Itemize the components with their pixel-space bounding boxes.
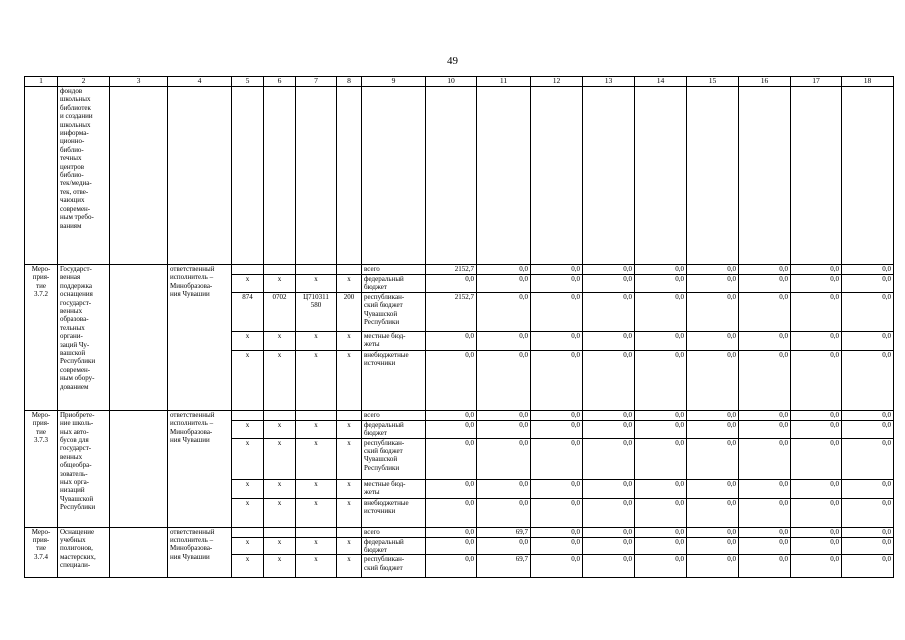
amount-cell: 69,7 xyxy=(477,527,531,537)
funding-source: всего xyxy=(362,265,426,275)
amount-cell: 0,0 xyxy=(739,498,791,527)
amount-cell: 0,0 xyxy=(842,420,894,438)
amount-cell: 0,0 xyxy=(531,350,583,410)
amount-cell: 0,0 xyxy=(739,331,791,350)
amount-cell: 0,0 xyxy=(791,537,842,555)
budget-code-cell: х xyxy=(337,479,362,498)
funding-source: федеральный бюджет xyxy=(362,275,426,293)
amount-cell: 0,0 xyxy=(687,498,739,527)
amount-cell: 0,0 xyxy=(583,410,635,420)
amount-cell: 0,0 xyxy=(426,527,477,537)
budget-code-cell xyxy=(296,527,337,537)
amount-cell: 0,0 xyxy=(739,438,791,479)
amount-cell: 0,0 xyxy=(842,292,894,331)
funding-source: республикан- ский бюджет Чувашской Республики xyxy=(362,292,426,331)
continuation-row xyxy=(25,87,894,265)
amount-cell: 0,0 xyxy=(842,479,894,498)
column-number-header: 16 xyxy=(739,77,791,87)
amount-cell: 0,0 xyxy=(477,265,531,275)
amount-cell: 0,0 xyxy=(583,527,635,537)
page-number: 49 xyxy=(447,55,458,67)
amount-cell: 0,0 xyxy=(477,292,531,331)
amount-cell: 0,0 xyxy=(791,527,842,537)
amount-cell: 0,0 xyxy=(842,275,894,293)
amount-cell: 0,0 xyxy=(739,350,791,410)
amount-cell: 0,0 xyxy=(531,265,583,275)
budget-code-cell: х xyxy=(232,555,264,578)
amount-cell: 0,0 xyxy=(426,350,477,410)
event-label: Меро- прия- тие 3.7.2 xyxy=(25,265,58,411)
event-name-continued: фондов школьных библиотек и создании школьных информа- ционно- библио- течных центров библио- тек/медиа- тек, отве- чающих современ- ным требо- ваниям xyxy=(58,87,110,265)
amount-cell: 0,0 xyxy=(635,331,687,350)
amount-cell: 0,0 xyxy=(477,438,531,479)
budget-code-cell: х xyxy=(296,498,337,527)
amount-cell: 0,0 xyxy=(635,420,687,438)
funding-source: федеральный бюджет xyxy=(362,420,426,438)
amount-cell: 0,0 xyxy=(739,275,791,293)
budget-code-cell: х xyxy=(232,498,264,527)
amount-cell: 0,0 xyxy=(583,555,635,578)
column-number-header: 1 xyxy=(25,77,58,87)
amount-cell: 0,0 xyxy=(583,438,635,479)
event-executor: ответственный исполнитель – Минобразова- ния Чувашии xyxy=(168,410,232,527)
amount-cell: 0,0 xyxy=(791,420,842,438)
cell xyxy=(362,87,426,265)
amount-cell: 0,0 xyxy=(791,275,842,293)
amount-cell: 0,0 xyxy=(687,331,739,350)
amount-cell: 0,0 xyxy=(426,498,477,527)
budget-code-cell: х xyxy=(296,420,337,438)
amount-cell: 0,0 xyxy=(739,265,791,275)
amount-cell: 0,0 xyxy=(583,498,635,527)
budget-code-cell xyxy=(337,265,362,275)
column-number-row xyxy=(25,77,894,87)
amount-cell: 0,0 xyxy=(583,265,635,275)
amount-cell: 0,0 xyxy=(842,350,894,410)
amount-cell: 0,0 xyxy=(739,420,791,438)
column-number-header: 7 xyxy=(296,77,337,87)
amount-cell: 0,0 xyxy=(477,275,531,293)
budget-table xyxy=(24,76,894,578)
amount-cell: 0,0 xyxy=(477,537,531,555)
amount-cell: 0,0 xyxy=(842,331,894,350)
amount-cell: 0,0 xyxy=(531,555,583,578)
amount-cell: 0,0 xyxy=(687,527,739,537)
amount-cell: 0,0 xyxy=(531,292,583,331)
cell xyxy=(25,87,58,265)
amount-cell: 0,0 xyxy=(791,350,842,410)
budget-code-cell xyxy=(264,527,296,537)
amount-cell: 2152,7 xyxy=(426,292,477,331)
funding-source: местные бюд- жеты xyxy=(362,331,426,350)
event-executor: ответственный исполнитель – Минобразова- ния Чувашии xyxy=(168,527,232,578)
budget-code-cell xyxy=(337,527,362,537)
amount-cell: 0,0 xyxy=(531,537,583,555)
amount-cell: 0,0 xyxy=(739,292,791,331)
amount-cell: 0,0 xyxy=(739,527,791,537)
amount-cell: 0,0 xyxy=(687,555,739,578)
budget-code-cell xyxy=(264,265,296,275)
cell xyxy=(791,87,842,265)
amount-cell: 0,0 xyxy=(635,410,687,420)
amount-cell: 0,0 xyxy=(531,438,583,479)
cell xyxy=(110,527,168,578)
amount-cell: 0,0 xyxy=(583,275,635,293)
amount-cell: 0,0 xyxy=(426,275,477,293)
amount-cell: 0,0 xyxy=(791,410,842,420)
budget-code-cell: х xyxy=(337,498,362,527)
budget-code-cell: х xyxy=(232,537,264,555)
event-label: Меро- прия- тие 3.7.4 xyxy=(25,527,58,578)
amount-cell: 0,0 xyxy=(531,410,583,420)
budget-code-cell: х xyxy=(232,479,264,498)
funding-source: местные бюд- жеты xyxy=(362,479,426,498)
budget-code-cell: х xyxy=(337,438,362,479)
cell xyxy=(687,87,739,265)
amount-cell: 2152,7 xyxy=(426,265,477,275)
amount-cell: 0,0 xyxy=(426,420,477,438)
amount-cell: 0,0 xyxy=(477,498,531,527)
cell xyxy=(426,87,477,265)
amount-cell: 0,0 xyxy=(687,275,739,293)
amount-cell: 0,0 xyxy=(531,479,583,498)
budget-code-cell: х xyxy=(264,420,296,438)
budget-code-cell: х xyxy=(337,331,362,350)
amount-cell: 0,0 xyxy=(635,537,687,555)
event-name: Приобрете- ние школь- ных авто- бусов для государст- венных общеобра- зователь- ных орга- низаций Чувашской Республики xyxy=(58,410,110,527)
amount-cell: 0,0 xyxy=(842,537,894,555)
amount-cell: 0,0 xyxy=(635,498,687,527)
amount-cell: 0,0 xyxy=(477,479,531,498)
budget-code-cell: х xyxy=(337,275,362,293)
amount-cell: 0,0 xyxy=(687,438,739,479)
budget-code-cell: 0702 xyxy=(264,292,296,331)
amount-cell: 0,0 xyxy=(531,275,583,293)
amount-cell: 0,0 xyxy=(583,479,635,498)
amount-cell: 0,0 xyxy=(583,350,635,410)
amount-cell: 0,0 xyxy=(583,331,635,350)
column-number-header: 14 xyxy=(635,77,687,87)
funding-source: федеральный бюджет xyxy=(362,537,426,555)
budget-code-cell: х xyxy=(296,537,337,555)
funding-source: республикан- ский бюджет xyxy=(362,555,426,578)
budget-code-cell xyxy=(232,410,264,420)
amount-cell: 0,0 xyxy=(426,555,477,578)
budget-code-cell: х xyxy=(264,555,296,578)
amount-cell: 0,0 xyxy=(426,438,477,479)
funding-source: всего xyxy=(362,527,426,537)
cell xyxy=(583,87,635,265)
budget-code-cell: х xyxy=(264,331,296,350)
budget-code-cell: Ц710311 580 xyxy=(296,292,337,331)
budget-code-cell xyxy=(232,265,264,275)
column-number-header: 10 xyxy=(426,77,477,87)
budget-code-cell: х xyxy=(264,275,296,293)
event-executor: ответственный исполнитель – Минобразова- ния Чувашии xyxy=(168,265,232,411)
amount-cell: 0,0 xyxy=(687,479,739,498)
amount-cell: 69,7 xyxy=(477,555,531,578)
amount-cell: 0,0 xyxy=(791,292,842,331)
column-number-header: 17 xyxy=(791,77,842,87)
amount-cell: 0,0 xyxy=(791,438,842,479)
cell xyxy=(635,87,687,265)
budget-code-cell: х xyxy=(264,479,296,498)
budget-code-cell: х xyxy=(264,537,296,555)
budget-code-cell: х xyxy=(337,350,362,410)
budget-code-cell xyxy=(337,410,362,420)
amount-cell: 0,0 xyxy=(842,555,894,578)
event-name: Оснащение учебных полигонов, мастерских, специали- xyxy=(58,527,110,578)
cell xyxy=(531,87,583,265)
column-number-header: 11 xyxy=(477,77,531,87)
funding-source: внебюджетные источники xyxy=(362,498,426,527)
budget-code-cell xyxy=(264,410,296,420)
column-number-header: 3 xyxy=(110,77,168,87)
budget-code-cell: х xyxy=(296,555,337,578)
amount-cell: 0,0 xyxy=(791,265,842,275)
budget-code-cell xyxy=(296,265,337,275)
budget-code-cell: 874 xyxy=(232,292,264,331)
column-number-header: 18 xyxy=(842,77,894,87)
budget-code-cell: х xyxy=(232,438,264,479)
amount-cell: 0,0 xyxy=(635,479,687,498)
amount-cell: 0,0 xyxy=(842,527,894,537)
budget-code-cell: х xyxy=(337,420,362,438)
amount-cell: 0,0 xyxy=(531,527,583,537)
budget-code-cell xyxy=(232,527,264,537)
table-body xyxy=(25,77,894,578)
cell xyxy=(264,87,296,265)
column-number-header: 9 xyxy=(362,77,426,87)
budget-code-cell: х xyxy=(232,275,264,293)
cell xyxy=(110,265,168,411)
amount-cell: 0,0 xyxy=(739,555,791,578)
budget-code-cell: х xyxy=(296,479,337,498)
amount-cell: 0,0 xyxy=(739,410,791,420)
amount-cell: 0,0 xyxy=(635,275,687,293)
cell xyxy=(739,87,791,265)
amount-cell: 0,0 xyxy=(687,410,739,420)
amount-cell: 0,0 xyxy=(583,420,635,438)
amount-cell: 0,0 xyxy=(635,438,687,479)
cell xyxy=(232,87,264,265)
amount-cell: 0,0 xyxy=(477,420,531,438)
amount-cell: 0,0 xyxy=(791,479,842,498)
table-row xyxy=(25,527,894,537)
amount-cell: 0,0 xyxy=(687,537,739,555)
budget-code-cell: х xyxy=(264,498,296,527)
amount-cell: 0,0 xyxy=(477,331,531,350)
cell xyxy=(477,87,531,265)
cell xyxy=(296,87,337,265)
column-number-header: 15 xyxy=(687,77,739,87)
budget-code-cell: х xyxy=(296,438,337,479)
amount-cell: 0,0 xyxy=(687,292,739,331)
budget-code-cell: х xyxy=(232,350,264,410)
budget-code-cell: х xyxy=(337,537,362,555)
amount-cell: 0,0 xyxy=(426,331,477,350)
budget-code-cell xyxy=(296,410,337,420)
budget-code-cell: х xyxy=(264,438,296,479)
cell xyxy=(337,87,362,265)
amount-cell: 0,0 xyxy=(635,292,687,331)
amount-cell: 0,0 xyxy=(687,265,739,275)
amount-cell: 0,0 xyxy=(687,350,739,410)
amount-cell: 0,0 xyxy=(426,479,477,498)
column-number-header: 13 xyxy=(583,77,635,87)
amount-cell: 0,0 xyxy=(426,537,477,555)
amount-cell: 0,0 xyxy=(477,350,531,410)
amount-cell: 0,0 xyxy=(791,498,842,527)
column-number-header: 4 xyxy=(168,77,232,87)
event-label: Меро- прия- тие 3.7.3 xyxy=(25,410,58,527)
amount-cell: 0,0 xyxy=(791,555,842,578)
amount-cell: 0,0 xyxy=(842,265,894,275)
cell xyxy=(168,87,232,265)
amount-cell: 0,0 xyxy=(635,555,687,578)
cell xyxy=(842,87,894,265)
funding-source: внебюджетные источники xyxy=(362,350,426,410)
column-number-header: 12 xyxy=(531,77,583,87)
amount-cell: 0,0 xyxy=(842,410,894,420)
amount-cell: 0,0 xyxy=(791,331,842,350)
amount-cell: 0,0 xyxy=(842,438,894,479)
amount-cell: 0,0 xyxy=(739,537,791,555)
cell xyxy=(110,410,168,527)
event-name: Государст- венная поддержка оснащения государст- венных образова- тельных органи- заций Чу- вашской Республики современ- ным обору- дованием xyxy=(58,265,110,411)
budget-code-cell: х xyxy=(232,420,264,438)
budget-code-cell: 200 xyxy=(337,292,362,331)
amount-cell: 0,0 xyxy=(842,498,894,527)
amount-cell: 0,0 xyxy=(583,292,635,331)
amount-cell: 0,0 xyxy=(531,498,583,527)
amount-cell: 0,0 xyxy=(635,350,687,410)
table-row xyxy=(25,410,894,420)
budget-code-cell: х xyxy=(296,275,337,293)
budget-code-cell: х xyxy=(264,350,296,410)
amount-cell: 0,0 xyxy=(477,410,531,420)
column-number-header: 8 xyxy=(337,77,362,87)
funding-source: всего xyxy=(362,410,426,420)
budget-code-cell: х xyxy=(232,331,264,350)
amount-cell: 0,0 xyxy=(687,420,739,438)
amount-cell: 0,0 xyxy=(531,331,583,350)
budget-code-cell: х xyxy=(296,331,337,350)
cell xyxy=(110,87,168,265)
amount-cell: 0,0 xyxy=(426,410,477,420)
column-number-header: 2 xyxy=(58,77,110,87)
funding-source: республикан- ский бюджет Чувашской Республики xyxy=(362,438,426,479)
amount-cell: 0,0 xyxy=(739,479,791,498)
amount-cell: 0,0 xyxy=(531,420,583,438)
budget-code-cell: х xyxy=(296,350,337,410)
amount-cell: 0,0 xyxy=(635,527,687,537)
budget-code-cell: х xyxy=(337,555,362,578)
amount-cell: 0,0 xyxy=(583,537,635,555)
column-number-header: 6 xyxy=(264,77,296,87)
column-number-header: 5 xyxy=(232,77,264,87)
table-row xyxy=(25,265,894,275)
amount-cell: 0,0 xyxy=(635,265,687,275)
